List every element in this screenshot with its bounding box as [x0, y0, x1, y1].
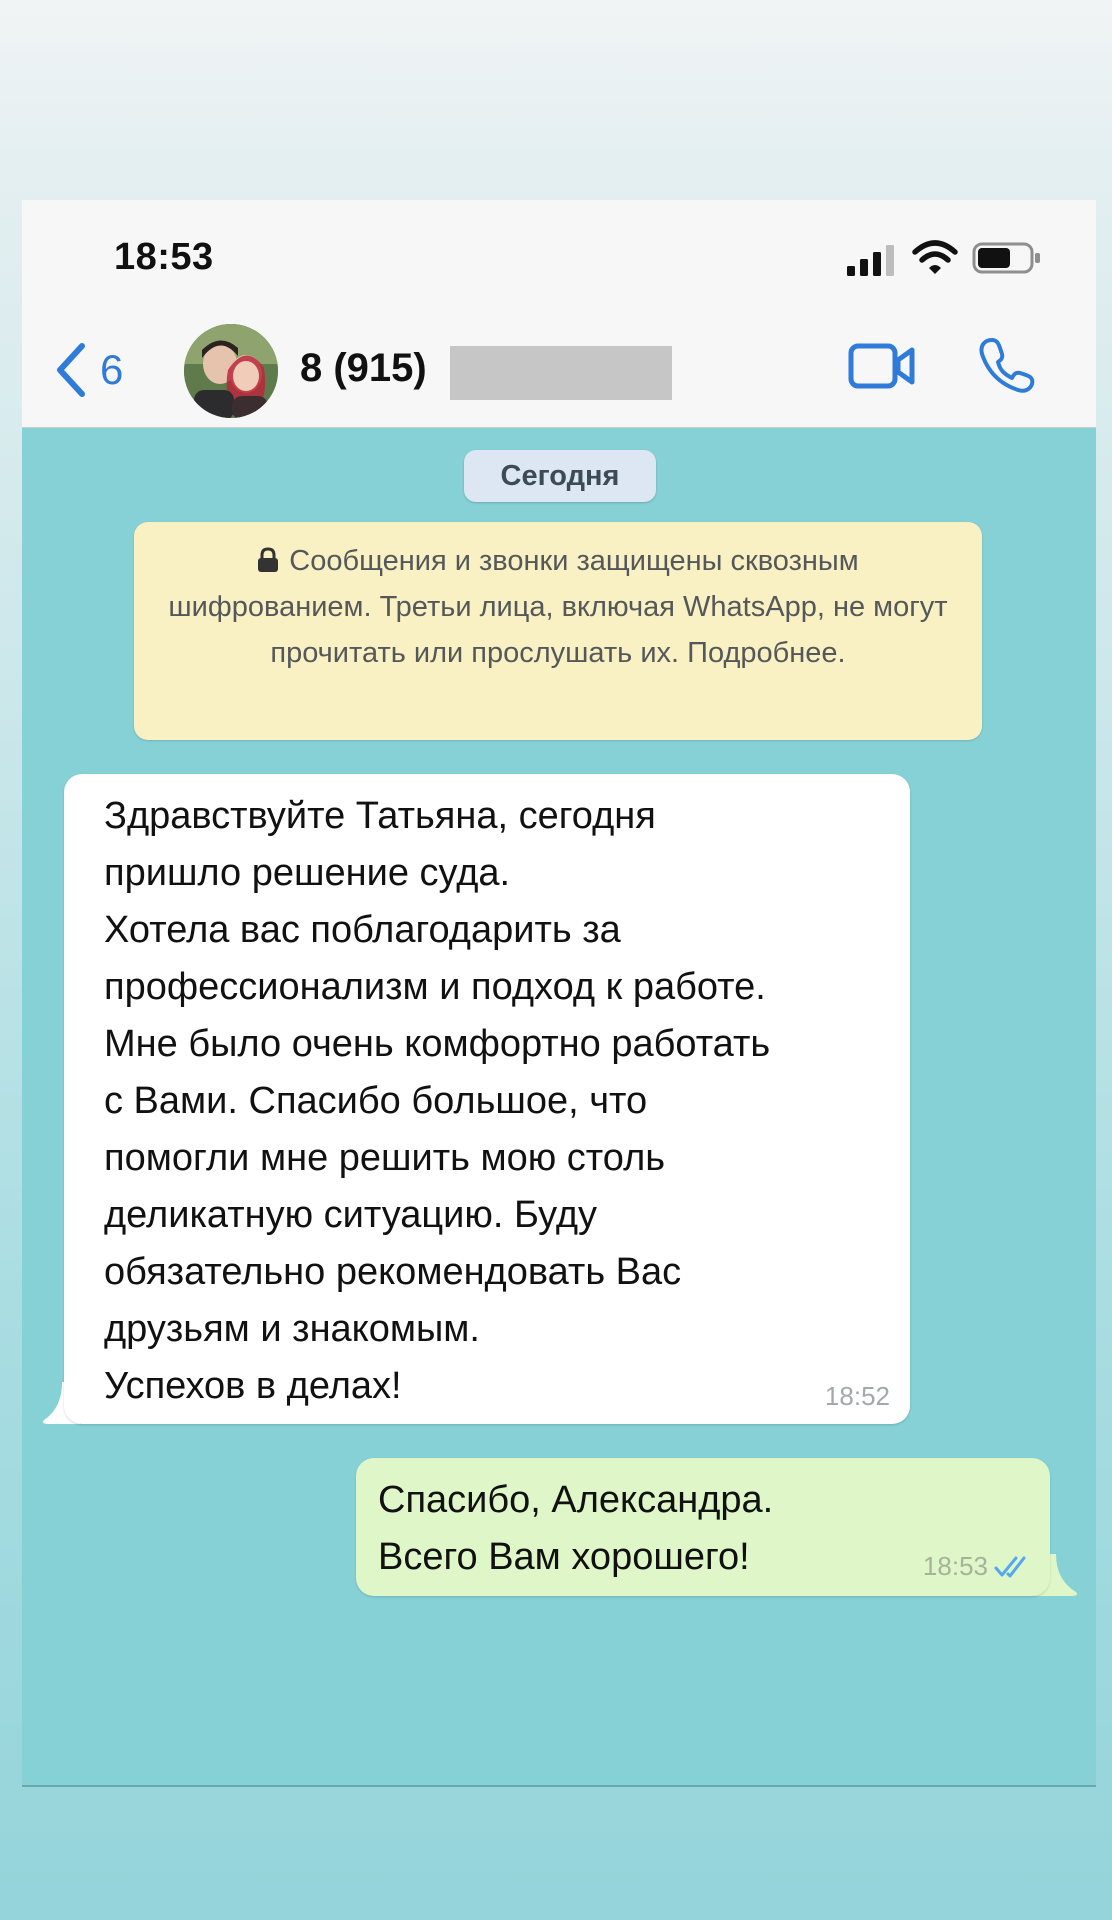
- outgoing-message[interactable]: [356, 1458, 1050, 1596]
- cellular-signal-icon: [847, 244, 895, 276]
- double-check-icon: [994, 1554, 1034, 1580]
- chevron-left-icon: [52, 340, 88, 400]
- encryption-notice[interactable]: [134, 522, 982, 740]
- contact-avatar[interactable]: [184, 324, 278, 418]
- contact-name[interactable]: 8 (915): [300, 346, 427, 390]
- top-bar: [22, 200, 1096, 428]
- chat-screen: [22, 200, 1096, 1785]
- bottom-divider: [22, 1785, 1096, 1787]
- encryption-notice-text: Сообщения и звонки защищены сквозным шифрованием. Третьи лица, включая WhatsApp, не могут прочитать или прослушать их. Подробнее.: [168, 545, 948, 669]
- status-time: 18:53: [114, 236, 214, 278]
- redacted-number: [450, 346, 672, 400]
- wifi-icon: [912, 240, 958, 276]
- voice-call-button[interactable]: [978, 336, 1036, 394]
- outgoing-message-meta: [923, 1551, 1034, 1582]
- battery-icon: [972, 242, 1042, 274]
- unread-count: 6: [100, 346, 124, 393]
- outgoing-message-text: Спасибо, Александра. Всего Вам хорошего!: [378, 1479, 774, 1578]
- incoming-message[interactable]: [64, 774, 910, 1424]
- incoming-message-text: Здравствуйте Татьяна, сегодня пришло решение суда. Хотела вас поблагодарить за профессионализм и подход к работе. Мне было очень комфортно работать с Вами. Спасибо большое, что помогли мне решить мою столь деликатную ситуацию. Буду обязательно рекомендовать Вас друзьям и знакомым. Успехов в делах!: [104, 795, 771, 1407]
- back-button[interactable]: [52, 338, 123, 402]
- date-separator: Сегодня: [464, 450, 656, 502]
- video-call-button[interactable]: [848, 340, 916, 392]
- outgoing-message-time: 18:53: [922, 1551, 988, 1581]
- lock-icon: [257, 547, 279, 573]
- incoming-message-time: 18:52: [824, 1381, 890, 1411]
- avatar-photo: [184, 324, 278, 418]
